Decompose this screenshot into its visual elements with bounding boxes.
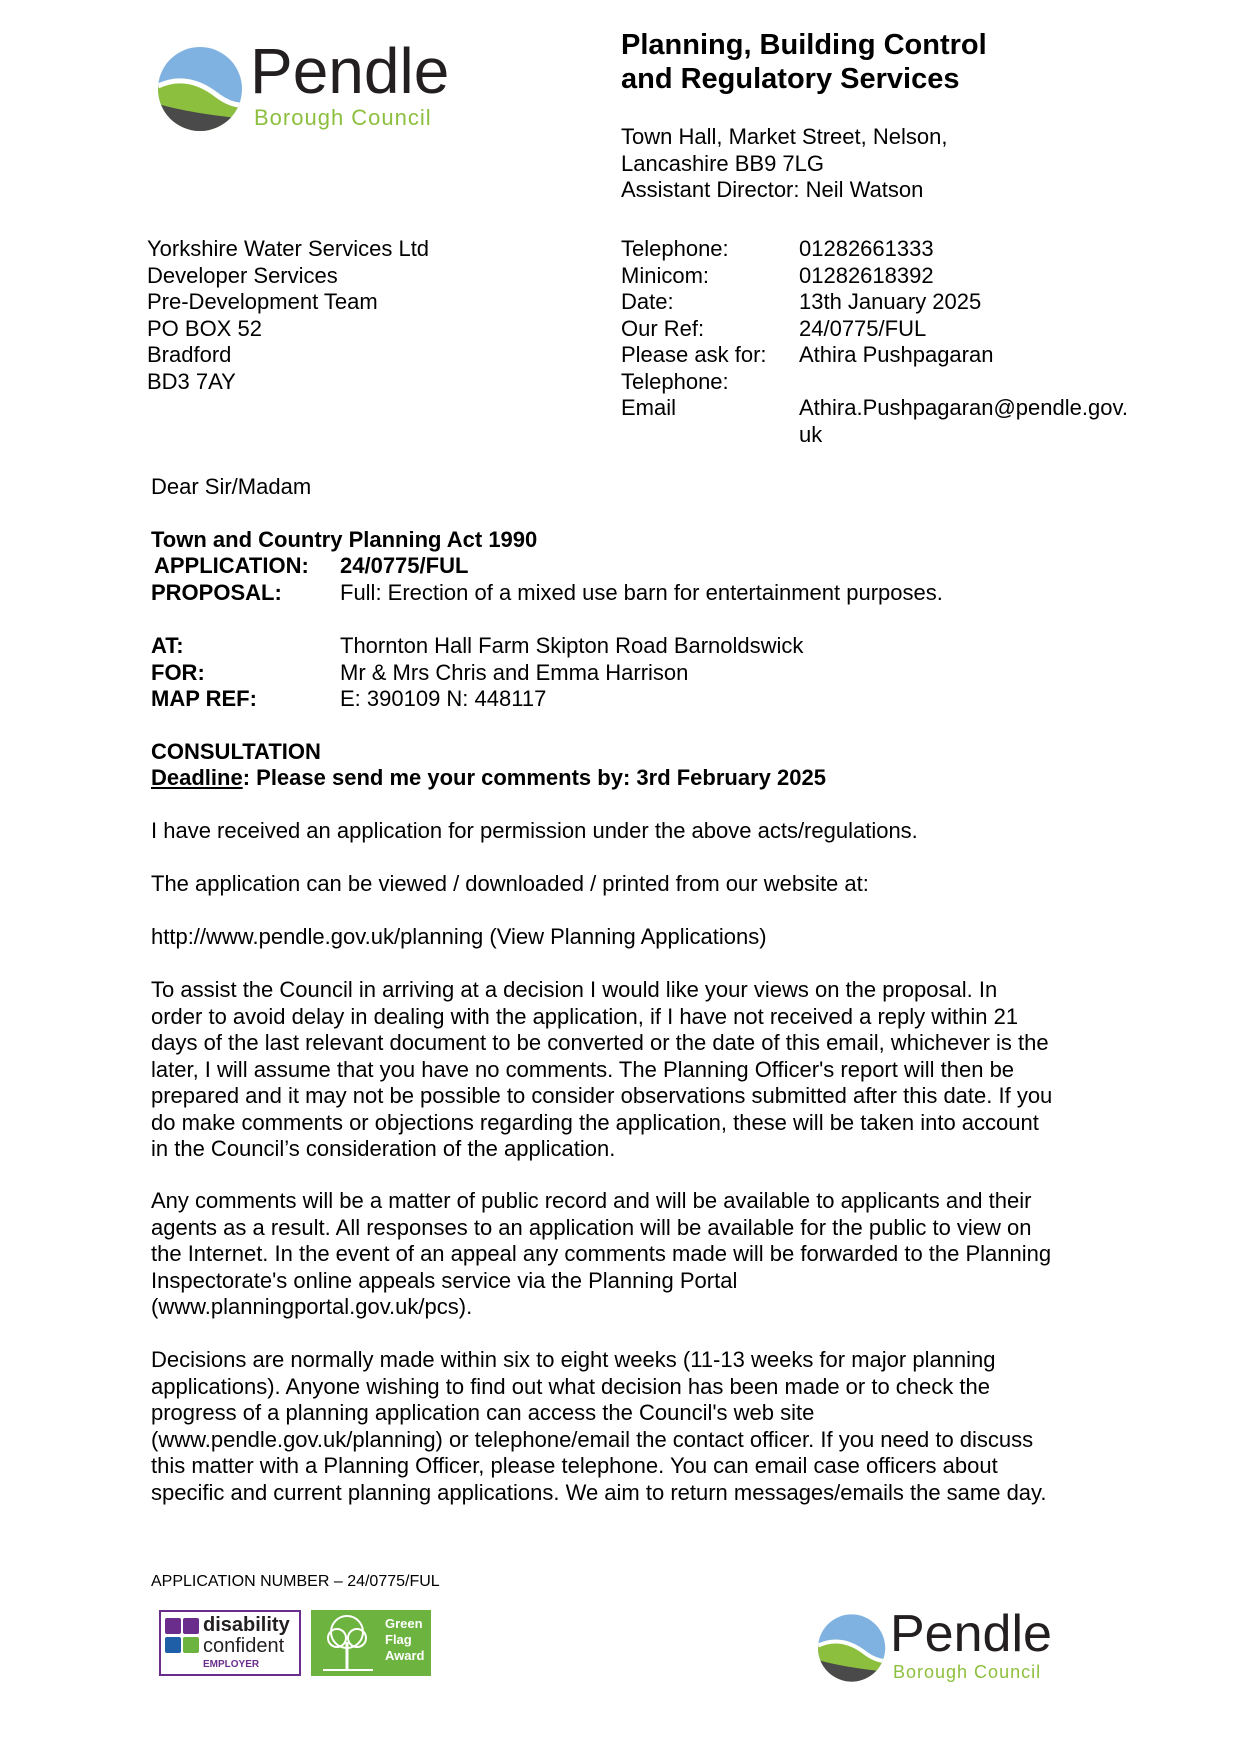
council-logo-bottom <box>818 1605 1058 1684</box>
disability-confident-icon <box>165 1618 201 1658</box>
contact-row-date: Date: 13th January 2025 <box>621 289 982 314</box>
act-title: Town and Country Planning Act 1990 <box>151 527 538 552</box>
contact-row-our-ref: Our Ref: 24/0775/FUL <box>621 315 927 341</box>
logo-subtitle: Borough Council <box>254 105 432 130</box>
application-details <box>151 553 943 606</box>
contact-row-email: Email Athira.Pushpagaran@pendle.gov. <box>621 395 1128 420</box>
application-row: APPLICATION: 24/0775/FUL <box>154 553 469 578</box>
contact-row-ask-for: Please ask for: Athira Pushpagaran <box>621 342 994 367</box>
footer-application-number: APPLICATION NUMBER – 24/0775/FUL <box>151 1573 440 1590</box>
map-ref-row: MAP REF: E: 390109 N: 448117 <box>151 686 547 711</box>
department-title: Planning, Building Control and Regulatory Services <box>621 29 987 95</box>
contact-row-telephone: Telephone: 01282661333 <box>621 236 934 261</box>
pendle-logo-icon <box>158 44 248 134</box>
planning-website-link[interactable]: http://www.pendle.gov.uk/planning (View Planning Applications) <box>151 924 767 949</box>
recipient-address: Yorkshire Water Services Ltd Developer Services Pre-Development Team PO BOX 52 Bradford BD3 7AY <box>147 236 430 394</box>
logo-subtitle: Borough Council <box>893 1662 1042 1682</box>
proposal-row: PROPOSAL: Full: Erection of a mixed use barn for entertainment purposes. <box>151 579 943 605</box>
site-details <box>151 633 803 713</box>
council-address: Town Hall, Market Street, Nelson, Lancashire BB9 7LG Assistant Director: Neil Watson <box>621 124 948 202</box>
pendle-logo-icon <box>818 1612 890 1684</box>
green-flag-award-badge: Green Flag Award <box>311 1610 431 1676</box>
for-row: FOR: Mr & Mrs Chris and Emma Harrison <box>151 659 689 685</box>
paragraph-decisions: Decisions are normally made within six to eight weeks (11-13 weeks for major planning applications). Anyone wishing to find out what decision has been made or to check the progress of a planning application can access the Council's web site (www.pendle.gov.uk/planning) or telephone/email the contact officer. If you need to discuss this matter with a Planning Officer, please telephone. You can email case officers about specific and current planning applications. We aim to return messages/emails the same day. <box>151 1347 1047 1505</box>
contact-row-minicom: Minicom: 01282618392 <box>621 262 934 288</box>
logo-wordmark: Pendle <box>890 1605 1052 1663</box>
contact-row-telephone-2: Telephone: <box>621 368 729 394</box>
council-logo-top <box>158 35 458 134</box>
paragraph-view: The application can be viewed / downloaded / printed from our website at: <box>151 871 869 896</box>
salutation: Dear Sir/Madam <box>151 474 312 499</box>
paragraph-assist: To assist the Council in arriving at a decision I would like your views on the proposal. In order to avoid delay in dealing with the application, if I have not received a reply within 21 days of the last relevant document to be converted or the date of this email, whichever is the later, I will assume that you have no comments. The Planning Officer's report will then be prepared and it may not be possible to consider observations submitted after this date. If you do make comments or objections regarding the application, these will be taken into account in the Council’s consideration of the application. <box>151 977 1053 1161</box>
deadline-line: Deadline: Please send me your comments by: 3rd February 2025 <box>151 765 826 790</box>
consultation-heading: CONSULTATION <box>151 739 321 764</box>
paragraph-public-record: Any comments will be a matter of public record and will be available to applicants and their agents as a result. All responses to an application will be available for the public to view on the Internet. In the event of an appeal any comments made will be forwarded to the Planning Inspectorate's online appeals service via the Planning Portal (www.planningportal.gov.uk/pcs). <box>151 1188 1052 1319</box>
paragraph-received: I have received an application for permission under the above acts/regulations. <box>151 818 918 843</box>
contact-row-email-cont: uk <box>799 421 823 447</box>
tree-icon <box>315 1612 379 1674</box>
at-row: AT: Thornton Hall Farm Skipton Road Barnoldswick <box>151 633 804 658</box>
disability-confident-badge: disability confident EMPLOYER <box>159 1610 301 1676</box>
logo-wordmark: Pendle <box>250 35 450 107</box>
contact-details <box>621 236 1159 448</box>
